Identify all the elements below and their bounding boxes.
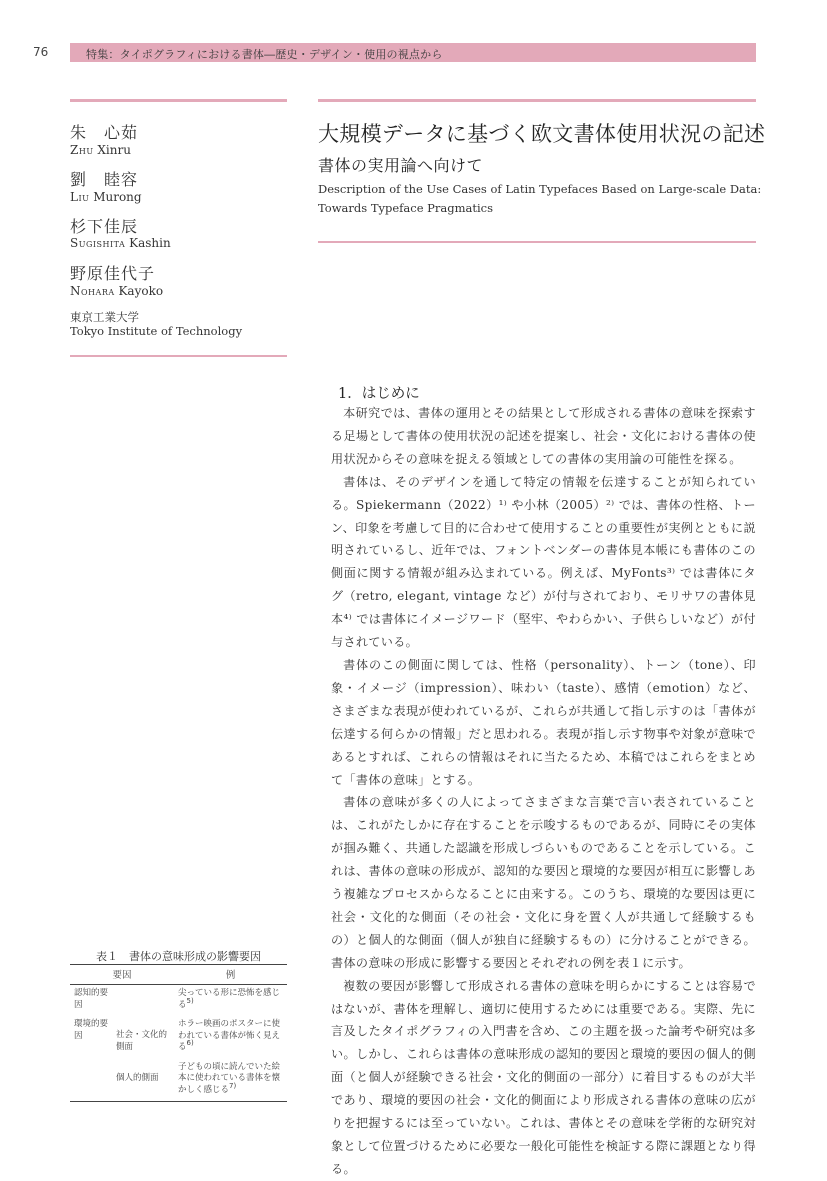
- english-title-line-2: Towards Typeface Pragmatics: [318, 201, 494, 215]
- author-4-en: Nohara Kayoko: [70, 284, 164, 298]
- table-row: [70, 985, 287, 1017]
- paragraph: 書体の意味が多くの人によってさまざまな言葉で言い表されていることは、これがたしかに存在することを示唆するものであるが、同時にその実体が掴み難く、共通した認識を形成しづらいものであることを示している。これは、書体の意味の形成が、認知的な要因と環境的な要因が相互に影響しあう複雑なプロセスからなることに由来する。このうち、環境的な要因は更に社会・文化的な側面（その社会・文化に身を置く人が共通して経験するもの）と個人的な側面（個人が独自に経験するもの）に分けることができる。書体の意味の形成に影響する要因とそれぞれの例を表１に示す。: [331, 795, 756, 970]
- aspect-cell: 個人的側面: [112, 1059, 174, 1102]
- example-cell: 子どもの頃に読んでいた絵本に使われている書体を懐かしく感じる$^{7)}$: [174, 1059, 287, 1102]
- factor-table: [70, 964, 287, 1102]
- table-row: [70, 1059, 287, 1102]
- author-bottom-rule: [70, 355, 287, 357]
- example-cell: 尖っている形に恐怖を感じる$^{5)}$: [178, 988, 281, 1010]
- author-1-ja: 朱 心茹: [70, 123, 139, 142]
- body-text: [331, 402, 756, 1181]
- affiliation-en: Tokyo Institute of Technology: [70, 324, 243, 338]
- footnote-ref: 6): [186, 1039, 194, 1048]
- footnote-ref: 7): [229, 1081, 237, 1090]
- author-2-ja: 劉 睦容: [70, 170, 139, 189]
- author-3-ja: 杉下佳辰: [70, 217, 139, 236]
- author-top-rule: [70, 99, 287, 102]
- section-heading: 1．はじめに: [338, 386, 420, 402]
- author-2-en: Liu Murong: [70, 190, 142, 204]
- table-caption: 表１ 書体の意味形成の影響要因: [96, 950, 261, 963]
- title-bottom-rule: [318, 241, 756, 243]
- factor-cell: [70, 1059, 112, 1102]
- example-cell: ホラー映画のポスターに使われている書体が怖く見える$^{6)}$: [178, 1019, 281, 1052]
- header-example: 例: [174, 965, 287, 985]
- author-3-en: Sugishita Kashin: [70, 236, 171, 250]
- footnote-ref: 5): [186, 996, 194, 1005]
- paragraph: 本研究では、書体の運用とその結果として形成される書体の意味を探索する足場として書体の使用状況の記述を提案し、社会・文化における書体の使用状況からその意味を捉える領域としての書体の実用論の可能性を探る。: [331, 406, 756, 466]
- header-factor: 要因: [70, 965, 174, 985]
- table-row: [70, 1016, 287, 1059]
- author-1-en: Zhu Xinru: [70, 143, 131, 157]
- factor-cell: 認知的要因: [74, 988, 109, 1010]
- author-4-ja: 野原佳代子: [70, 264, 156, 283]
- table-header-row: [70, 965, 287, 985]
- paragraph: 書体は、そのデザインを通して特定の情報を伝達することが知られている。Spiekermann（2022）¹⁾ や小林（2005）²⁾ では、書体の性格、トーン、印象を考慮して目的に合わせて使用することの重要性が実例とともに説明されているし、近年では、フォントベンダーの書体見本帳にも書体のこの側面に関する情報が組み込まれている。例えば、MyFonts³⁾ では書体にタグ（retro, elegant, vintage など）が付与されており、モリサワの書体見本⁴⁾ では書体にイメージワード（堅牢、やわらかい、子供らしいなど）が付与されている。: [331, 474, 756, 650]
- english-title-line-1: Description of the Use Cases of Latin Typefaces Based on Large-scale Data:: [318, 182, 762, 196]
- paragraph: 書体のこの側面に関しては、性格（personality）、トーン（tone）、印象・イメージ（impression）、味わい（taste）、感情（emotion）など、さまざまな表現が使われているが、これらが共通して指し示すのは「書体が伝達する何らかの情報」だと思われる。表現が指し示す物事や対象が意味であるとすれば、これらの情報はそれに当たるため、本稿ではこれらをまとめて「書体の意味」とする。: [331, 657, 756, 787]
- page-number: 76: [33, 45, 49, 59]
- factor-cell: 環境的要因: [74, 1019, 109, 1041]
- aspect-cell: 社会・文化的側面: [116, 1030, 168, 1052]
- header-text: 特集：タイポグラフィにおける書体―歴史・デザイン・使用の視点から: [86, 48, 443, 61]
- aspect-cell: [112, 985, 174, 1017]
- article-title: 大規模データに基づく欧文書体使用状況の記述: [318, 122, 766, 146]
- paragraph: 複数の要因が影響して形成される書体の意味を明らかにすることは容易ではないが、書体を理解し、適切に使用するためには重要である。実際、先に言及したタイポグラフィの入門書を含め、この主題を扱った論考や研究は多い。しかし、これらは書体の意味形成の認知的要因と環境的要因の個人的側面（と個人が経験できる社会・文化的側面の一部分）に着目するものが大半であり、環境的要因の社会・文化的側面により形成される書体の意味の広がりを把握するには至っていない。これは、書体とその意味を学術的な研究対象として位置づけるために必要な一般化可能性を検証する際に課題となり得る。: [331, 978, 756, 1176]
- article-subtitle: 書体の実用論へ向けて: [318, 156, 484, 175]
- title-top-rule: [318, 99, 756, 102]
- affiliation-ja: 東京工業大学: [70, 310, 139, 324]
